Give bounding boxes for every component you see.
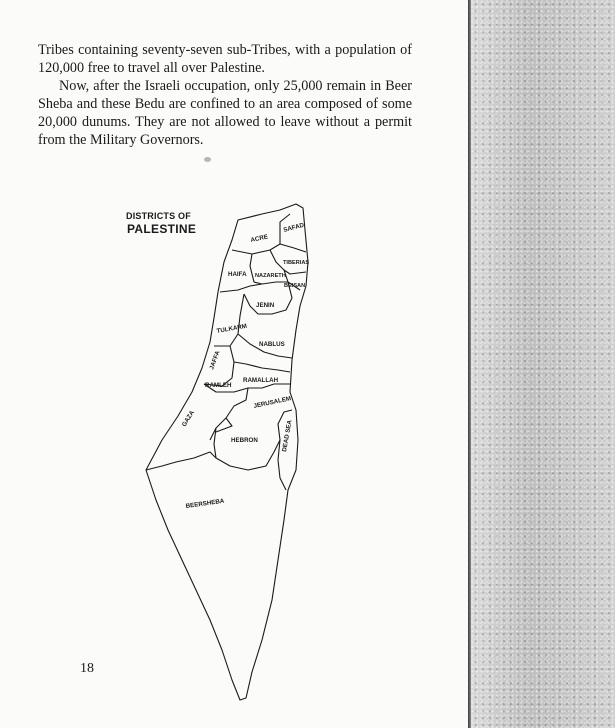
boundary-safad-tiberias: [280, 244, 306, 252]
boundary-beersheba: [146, 452, 216, 470]
district-label-haifa: HAIFA: [228, 271, 247, 278]
district-label-nazareth: NAZARETH: [255, 273, 286, 279]
district-label-jenin: JENIN: [256, 302, 275, 309]
district-label-dead-sea: DEAD SEA: [281, 419, 294, 453]
page-number: 18: [80, 661, 94, 676]
district-label-ramallah: RAMALLAH: [243, 377, 279, 384]
boundary-haifa-south: [220, 284, 262, 292]
boundary-haifa-nazareth: [250, 254, 262, 284]
boundary-tulkarm: [214, 294, 244, 346]
district-label-jaffa: JAFFA: [208, 349, 222, 371]
district-label-hebron: HEBRON: [231, 437, 258, 444]
boundary-ramleh-ramallah: [234, 362, 290, 372]
map-title-line1: DISTRICTS OF: [126, 211, 191, 221]
district-label-tiberias: TIBERIAS: [283, 260, 310, 266]
paragraph-2: Now, after the Israeli occupation, only 25,000 remain in Beer Sheba and these Bedu are confined to an area composed of some 20,000 dunums. They are not allowed to leave without a permit from the Military Governors.: [38, 78, 412, 148]
district-label-jerusalem: JERUSALEM: [252, 395, 292, 410]
district-label-nablus: NABLUS: [259, 341, 285, 348]
paragraph-1: Tribes containing seventy-seven sub-Tribes, with a population of 120,000 free to travel all over Palestine.: [38, 42, 412, 76]
district-label-beersheba: BEERSHEBA: [185, 497, 225, 510]
district-label-safad: SAFAD: [282, 221, 305, 234]
district-label-gaza: GAZA: [180, 409, 196, 429]
boundary-acre-haifa: [232, 244, 280, 254]
map-title-line2: PALESTINE: [127, 222, 197, 236]
right-book-page: [471, 0, 615, 728]
district-label-beisan: BEISAN: [284, 283, 306, 289]
district-label-ramleh: RAMLEH: [205, 382, 232, 389]
district-label-tulkarm: TULKARM: [216, 322, 248, 335]
district-label-acre: ACRE: [249, 233, 269, 244]
